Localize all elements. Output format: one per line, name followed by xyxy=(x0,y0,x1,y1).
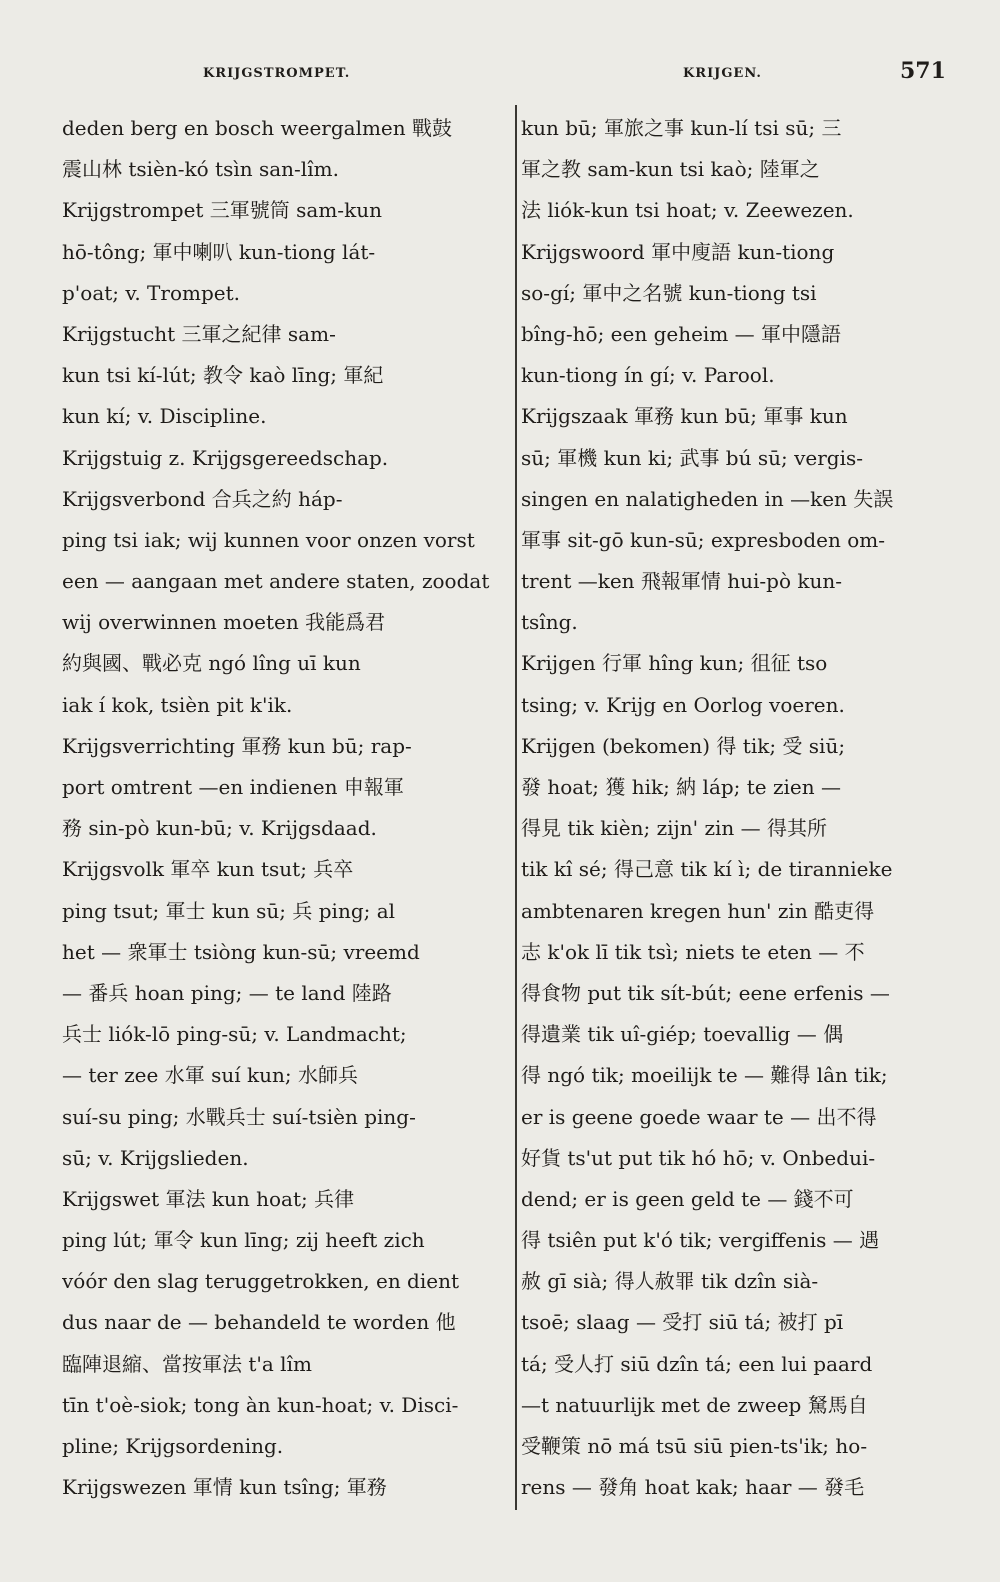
text-line: 軍之教 sam-kun tsi kaò; 陸軍之 xyxy=(521,157,820,182)
text-line: Krijgswet 軍法 kun hoat; 兵律 xyxy=(62,1186,355,1211)
text-line: 法 liók-kun tsi hoat; v. Zeewezen. xyxy=(521,198,854,223)
text-line: tá; 受人打 siū dzîn tá; een lui paard xyxy=(521,1351,873,1376)
text-line: — ter zee 水軍 suí kun; 水師兵 xyxy=(62,1063,358,1088)
text-line: ping lút; 軍令 kun līng; zij heeft zich xyxy=(62,1228,425,1253)
text-line: vóór den slag teruggetrokken, en dient xyxy=(62,1269,460,1294)
text-line: 臨陣退縮、當按軍法 t'a lîm xyxy=(62,1351,312,1376)
text-line: sū; v. Krijgslieden. xyxy=(62,1145,249,1170)
text-line: 得見 tik kièn; zijn' zin — 得其所 xyxy=(521,816,827,841)
text-line: 得遺業 tik uî-giép; toevallig — 偶 xyxy=(521,1022,844,1047)
text-line: sū; 軍機 kun ki; 武事 bú sū; vergis- xyxy=(521,445,864,470)
text-line: 約與國、戰必克 ngó lîng uī kun xyxy=(62,651,361,676)
text-line: wij overwinnen moeten 我能爲君 xyxy=(62,610,386,635)
text-line: Krijgstrompet 三軍號筒 sam-kun xyxy=(62,198,382,223)
text-line: Krijgen 行軍 hîng kun; 徂征 tso xyxy=(521,651,828,676)
running-head-left: KRIJGSTROMPET. xyxy=(203,66,351,81)
text-line: Krijgszaak 軍務 kun bū; 軍事 kun xyxy=(521,404,848,429)
text-line: iak í kok, tsièn pit k'ik. xyxy=(62,692,293,717)
text-line: tsîng. xyxy=(521,610,578,635)
text-line: ping tsut; 軍士 kun sū; 兵 ping; al xyxy=(62,898,396,923)
text-line: dus naar de — behandeld te worden 他 xyxy=(62,1310,456,1335)
text-line: een — aangaan met andere staten, zoodat xyxy=(62,569,490,594)
text-line: rens — 發角 hoat kak; haar — 發毛 xyxy=(521,1475,865,1500)
text-line: pline; Krijgsordening. xyxy=(62,1434,284,1458)
text-line: 受鞭策 nō má tsū siū pien-ts'ik; ho- xyxy=(521,1434,868,1458)
column-divider xyxy=(515,105,517,1510)
text-line: Krijgsverrichting 軍務 kun bū; rap- xyxy=(62,733,412,758)
text-line: tik kî sé; 得己意 tik kí ì; de tirannieke xyxy=(521,857,893,882)
text-line: p'oat; v. Trompet. xyxy=(62,280,240,305)
text-line: tsing; v. Krijg en Oorlog voeren. xyxy=(521,692,845,717)
text-line: Krijgstucht 三軍之紀律 sam- xyxy=(62,321,336,346)
text-line: 軍事 sit-gō kun-sū; expresboden om- xyxy=(521,527,885,552)
page-header xyxy=(0,58,1000,88)
text-line: Krijgswoord 軍中廋語 kun-tiong xyxy=(521,239,835,264)
text-line: singen en nalatigheden in —ken 失誤 xyxy=(521,486,894,511)
text-line: 發 hoat; 獲 hik; 納 láp; te zien — xyxy=(521,775,841,799)
text-line: so-gí; 軍中之名號 kun-tiong tsi xyxy=(521,280,817,305)
text-line: dend; er is geen geld te — 錢不可 xyxy=(521,1186,854,1211)
text-line: kun bū; 軍旅之事 kun-lí tsi sū; 三 xyxy=(521,116,842,140)
text-line: het — 衆軍士 tsiòng kun-sū; vreemd xyxy=(62,939,420,964)
text-line: 震山林 tsièn-kó tsìn san-lîm. xyxy=(62,157,339,182)
text-line: bîng-hō; een geheim — 軍中隱語 xyxy=(521,321,841,346)
text-line: 得食物 put tik sít-bút; eene erfenis — xyxy=(521,980,890,1005)
text-line: tsoē; slaag — 受打 siū tá; 被打 pī xyxy=(521,1310,844,1335)
text-line: —t natuurlijk met de zweep 駑馬自 xyxy=(521,1392,868,1417)
text-line: er is geene goede waar te — 出不得 xyxy=(521,1104,877,1129)
text-line: port omtrent —en indienen 申報軍 xyxy=(62,775,404,799)
left-column xyxy=(62,108,494,1508)
text-line: trent —ken 飛報軍情 hui-pò kun- xyxy=(521,569,843,594)
text-line: Krijgsverbond 合兵之約 háp- xyxy=(62,486,343,511)
text-line: 得 tsiên put k'ó tik; vergiffenis — 遇 xyxy=(521,1228,880,1253)
text-line: Krijgen (bekomen) 得 tik; 受 siū; xyxy=(521,733,846,758)
text-line: 志 k'ok lī tik tsì; niets te eten — 不 xyxy=(521,939,865,964)
text-line: Krijgsvolk 軍卒 kun tsut; 兵卒 xyxy=(62,857,354,882)
text-line: deden berg en bosch weergalmen 戰鼓 xyxy=(62,116,453,140)
text-line: tīn t'oè-siok; tong àn kun-hoat; v. Disci- xyxy=(62,1392,459,1417)
text-line: Krijgstuig z. Krijgsgereedschap. xyxy=(62,445,389,470)
text-line: ping tsi iak; wij kunnen voor onzen vorst xyxy=(62,527,475,552)
text-line: 兵士 liók-lō ping-sū; v. Landmacht; xyxy=(62,1022,407,1047)
text-line: ambtenaren kregen hun' zin 酷吏得 xyxy=(521,898,875,923)
text-line: kun kí; v. Discipline. xyxy=(62,404,267,429)
text-line: kun-tiong ín gí; v. Parool. xyxy=(521,363,775,388)
text-line: — 番兵 hoan ping; — te land 陸路 xyxy=(62,980,392,1005)
text-line: kun tsi kí-lút; 教令 kaò līng; 軍紀 xyxy=(62,363,384,388)
text-line: suí-su ping; 水戰兵士 suí-tsièn ping- xyxy=(62,1104,416,1129)
text-line: Krijgswezen 軍情 kun tsîng; 軍務 xyxy=(62,1475,387,1500)
text-line: 得 ngó tik; moeilijk te — 難得 lân tik; xyxy=(521,1063,888,1088)
right-column xyxy=(521,108,941,1508)
page-number: 571 xyxy=(900,58,946,84)
text-line: 務 sin-pò kun-bū; v. Krijgsdaad. xyxy=(62,816,377,841)
text-line: hō-tông; 軍中喇叭 kun-tiong lát- xyxy=(62,239,376,264)
text-line: 好貨 ts'ut put tik hó hō; v. Onbedui- xyxy=(521,1145,876,1170)
running-head-right: KRIJGEN. xyxy=(683,66,762,81)
text-line: 赦 gī sià; 得人赦罪 tik dzîn sià- xyxy=(521,1269,819,1294)
